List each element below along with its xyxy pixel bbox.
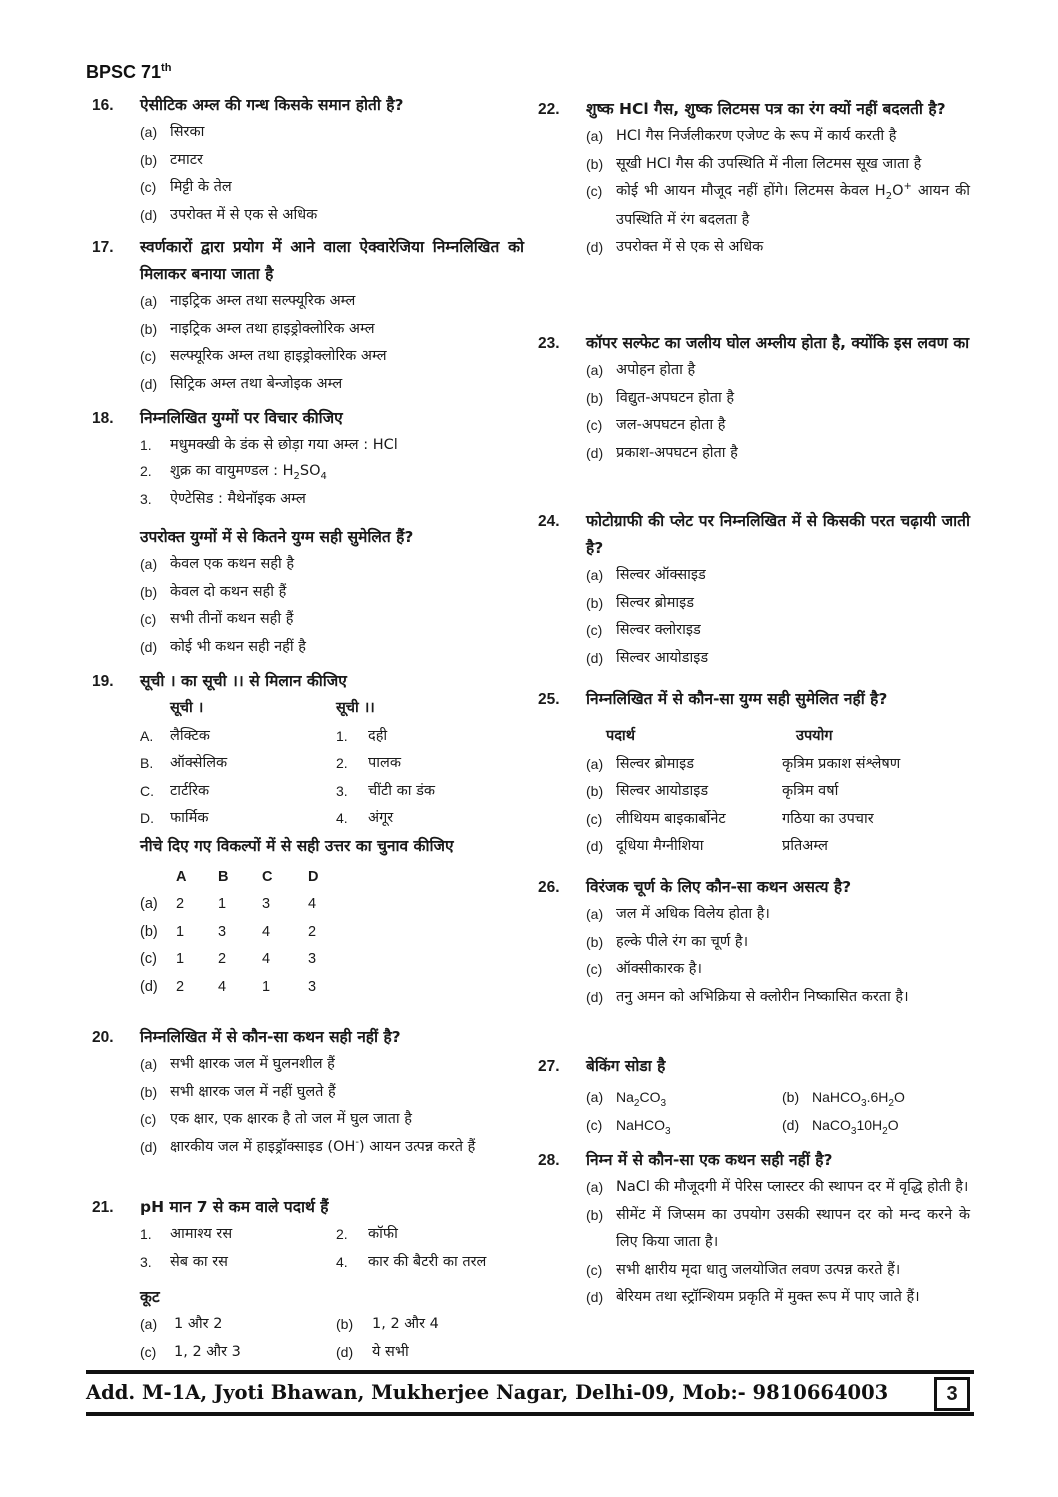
option-d: (d) उपरोक्त में से एक से अधिक — [586, 239, 764, 255]
code-row-a: (a) 2 1 3 4 — [140, 896, 317, 912]
option-b: (b) टमाटर — [140, 151, 203, 168]
question-stem — [92, 1024, 524, 1051]
answer-codes: A B C D (a) 2 1 3 4 (b) 1 3 4 2 (c) 1 2 4 3 (d) 2 4 1 3 — [140, 864, 524, 1002]
statements: 1. आमाश्य रस 2. कॉफी 3. सेब का रस 4. कार की बैटरी का तरल — [140, 1226, 487, 1270]
question-number: 28. — [538, 1152, 560, 1169]
question-text: निम्नलिखित युग्मों पर विचार कीजिए — [140, 409, 343, 427]
page-header: BPSC 71th — [86, 62, 172, 82]
question-25 — [538, 686, 970, 861]
option-d: (d) सिल्वर आयोडाइड — [586, 649, 709, 666]
question-16 — [92, 92, 524, 229]
question-stem — [538, 1147, 970, 1174]
pair-row-d: (d) दूधिया मैग्नीशिया प्रतिअम्ल — [586, 838, 828, 854]
option-a: (a) सभी क्षारक जल में घुलनशील हैं — [140, 1056, 335, 1072]
question-text: निम्नलिखित में से कौन-सा युग्म सही सुमेलित नहीं है? — [586, 690, 888, 708]
match-lists: सूची । सूची ।। A. लैक्टिक 1. दही B. ऑक्सेलिक 2. पालक C. टार्टरिक 3. चींटी का डंक D. फार्मिक 4. अंगूर — [140, 695, 524, 833]
question-26 — [538, 874, 970, 1011]
question-stem — [538, 874, 970, 901]
pair-row-c: (c) लीथियम बाइकार्बोनेट गठिया का उपचार — [586, 810, 874, 827]
question-21 — [92, 1194, 524, 1366]
code-row-d: (d) 2 4 1 3 — [140, 978, 317, 995]
formula-options: (a) $Na_2CO_3$ (b) $NaHCO_3.6H_2O$ (c) NaHCO$_3$ (d) $NaCO_310H_2O$ — [586, 1089, 905, 1137]
question-18 — [92, 405, 524, 661]
pair-row-b: (b) सिल्वर आयोडाइड कृत्रिम वर्षा — [586, 783, 839, 799]
question-text: कॉपर सल्फेट का जलीय घोल अम्लीय होता है, क्योंकि इस लवण का — [586, 334, 970, 352]
option-c: (c) सभी क्षारीय मृदा धातु जलयोजित लवण उत्पन्न करते हैं। — [586, 1261, 901, 1278]
code-label: कूट — [140, 1288, 160, 1306]
option-c: (c) एक क्षार, एक क्षारक है तो जल में घुल जाता है — [140, 1111, 412, 1127]
question-number: 17. — [92, 239, 114, 256]
option-a: (a) सिरका — [140, 124, 205, 140]
question-text: विरंजक चूर्ण के लिए कौन-सा कथन असत्य है? — [586, 878, 852, 896]
option-a: (a) अपोहन होता है — [586, 362, 696, 378]
option-b: (b) नाइट्रिक अम्ल तथा हाइड्रोक्लोरिक अम्ल — [140, 320, 375, 337]
option-a: (a) जल में अधिक विलेय होता है। — [586, 906, 770, 922]
question-text: सूची । का सूची ।। से मिलान कीजिए — [140, 672, 347, 690]
statement-2: 2. शुक्र का वायुमण्डल : $H_2SO_4$ — [140, 463, 327, 482]
question-stem — [538, 330, 970, 357]
question-number: 24. — [538, 513, 560, 530]
option-b: (b) हल्के पीले रंग का चूर्ण है। — [586, 933, 749, 950]
question-stem — [538, 686, 970, 713]
option-c: (c) ऑक्सीकारक है। — [586, 961, 702, 977]
options: (a) 1 और 2 (b) 1, 2 और 4 (c) 1, 2 और 3 (d) ये सभी — [140, 1316, 439, 1360]
page-footer — [86, 1370, 974, 1416]
option-b: (b) विद्युत-अपघटन होता है — [586, 389, 735, 406]
question-text: शुष्क HCl गैस, शुष्क लिटमस पत्र का रंग क्यों नहीं बदलती है? — [586, 100, 946, 118]
statement-1: 1. मधुमक्खी के डंक से छोड़ा गया अम्ल : HCl — [140, 437, 398, 453]
match-row: C. टार्टरिक 3. चींटी का डंक — [140, 782, 436, 799]
option-d: (d) बेरियम तथा स्ट्रॉन्शियम प्रकृति में मुक्त रूप में पाए जाते हैं। — [586, 1289, 920, 1305]
question-27 — [538, 1053, 970, 1139]
pair-row-a: (a) सिल्वर ब्रोमाइड कृत्रिम प्रकाश संश्लेषण — [586, 755, 901, 772]
option-c: (c) मिट्टी के तेल — [140, 179, 232, 195]
question-22 — [538, 96, 970, 262]
sub-question: उपरोक्त युग्मों में से कितने युग्म सही सुमेलित हैं? — [140, 528, 414, 546]
option-d: (d) प्रकाश-अपघटन होता है — [586, 444, 738, 461]
question-23 — [538, 330, 970, 467]
footer-address: Add. M-1A, Jyoti Bhawan, Mukherjee Nagar, Delhi-09, Mob:- 9810664003 — [86, 1381, 889, 1404]
option-a: (a) सिल्वर ऑक्साइड — [586, 567, 706, 583]
question-text: ऐसीटिक अम्ल की गन्ध किसके समान होती है? — [140, 96, 404, 114]
question-stem — [92, 1194, 524, 1221]
option-d: (d) सिट्रिक अम्ल तथा बेन्जोइक अम्ल — [140, 375, 343, 392]
question-number: 18. — [92, 410, 114, 427]
question-stem — [538, 1053, 970, 1080]
question-text: फोटोग्राफी की प्लेट पर निम्नलिखित में से किसकी परत चढ़ायी जाती है? — [586, 512, 970, 557]
question-number: 27. — [538, 1058, 560, 1075]
question-number: 22. — [538, 101, 560, 118]
question-number: 19. — [92, 673, 114, 690]
option-a: (a) केवल एक कथन सही है — [140, 556, 295, 572]
option-b: (b) सिल्वर ब्रोमाइड — [586, 594, 695, 611]
question-stem — [92, 668, 524, 695]
code-row-b: (b) 1 3 4 2 — [140, 923, 317, 940]
option-c: (c) कोई भी आयन मौजूद नहीं होंगे। लिटमस केवल $H_2O^+$ आयन की उपस्थिति में रंग बदलता है — [586, 181, 970, 228]
option-a: (a) HCl गैस निर्जलीकरण एजेण्ट के रूप में कार्य करती है — [586, 128, 897, 144]
match-row: A. लैक्टिक 1. दही — [140, 727, 388, 744]
option-d: (d) तनु अमन को अभिक्रिया से क्लोरीन निष्कासित करता है। — [586, 988, 909, 1005]
option-b: (b) सभी क्षारक जल में नहीं घुलते हैं — [140, 1083, 336, 1100]
question-text: निम्नलिखित में से कौन-सा कथन सही नहीं है? — [140, 1028, 401, 1046]
pairs-table: पदार्थ उपयोग (a) सिल्वर ब्रोमाइड कृत्रिम प्रकाश संश्लेषण (b) सिल्वर आयोडाइड कृत्रिम वर्षा (c) लीथियम बाइकार्बोनेट गठिया का उपचार (d) दूधिया मैग्नीशिया प्रतिअम्ल — [586, 723, 970, 861]
option-b: (b) केवल दो कथन सही हैं — [140, 583, 287, 600]
question-stem — [92, 405, 524, 432]
statement-3: 3. ऐण्टेसिड : मैथेनॉइक अम्ल — [140, 491, 306, 507]
question-20 — [92, 1024, 524, 1162]
question-stem — [92, 234, 524, 288]
option-d: (d) कोई भी कथन सही नहीं है — [140, 638, 306, 655]
question-number: 26. — [538, 879, 560, 896]
question-number: 23. — [538, 335, 560, 352]
page-number: 3 — [934, 1377, 970, 1411]
option-d: (d) उपरोक्त में से एक से अधिक — [140, 206, 318, 223]
question-text: pH मान 7 से कम वाले पदार्थ हैं — [140, 1198, 329, 1216]
question-text: स्वर्णकारों द्वारा प्रयोग में आने वाला ऐक्वारेजिया निम्नलिखित को मिलाकर बनाया जाता है — [140, 238, 524, 283]
match-row: D. फार्मिक 4. अंगूर — [140, 810, 394, 826]
question-24 — [538, 508, 970, 672]
question-stem — [538, 96, 970, 123]
option-d: (d) क्षारकीय जल में हाइड्रॉक्साइड (OH-) आयन उत्पन्न करते हैं — [140, 1136, 476, 1155]
option-a: (a) NaCl की मौजूदगी में पेरिस प्लास्टर की स्थापन दर में वृद्धि होती है। — [586, 1179, 969, 1195]
question-28 — [538, 1147, 970, 1312]
code-row-c: (c) 1 2 4 3 — [140, 951, 317, 967]
option-c: (c) सभी तीनों कथन सही हैं — [140, 611, 294, 627]
option-b: (b) सीमेंट में जिप्सम का उपयोग उसकी स्थापन दर को मन्द करने के लिए किया जाता है। — [586, 1206, 970, 1250]
question-text: निम्न में से कौन-सा एक कथन सही नहीं है? — [586, 1151, 833, 1169]
option-a: (a) नाइट्रिक अम्ल तथा सल्फ्यूरिक अम्ल — [140, 293, 356, 309]
option-c: (c) सल्फ्यूरिक अम्ल तथा हाइड्रोक्लोरिक अम्ल — [140, 348, 387, 364]
option-c: (c) सिल्वर क्लोराइड — [586, 622, 701, 638]
option-c: (c) जल-अपघटन होता है — [586, 417, 726, 433]
question-number: 21. — [92, 1199, 114, 1216]
match-row: B. ऑक्सेलिक 2. पालक — [140, 755, 401, 771]
question-17 — [92, 234, 524, 398]
option-b: (b) सूखी HCl गैस की उपस्थिति में नीला लिटमस सूख जाता है — [586, 155, 922, 172]
question-text: बेकिंग सोडा है — [586, 1057, 666, 1075]
question-stem — [538, 508, 970, 562]
instruction: नीचे दिए गए विकल्पों में से सही उत्तर का चुनाव कीजिए — [140, 836, 454, 855]
question-number: 25. — [538, 691, 560, 708]
question-19 — [92, 668, 524, 1001]
question-number: 16. — [92, 97, 114, 114]
question-stem — [92, 92, 524, 119]
question-number: 20. — [92, 1029, 114, 1046]
